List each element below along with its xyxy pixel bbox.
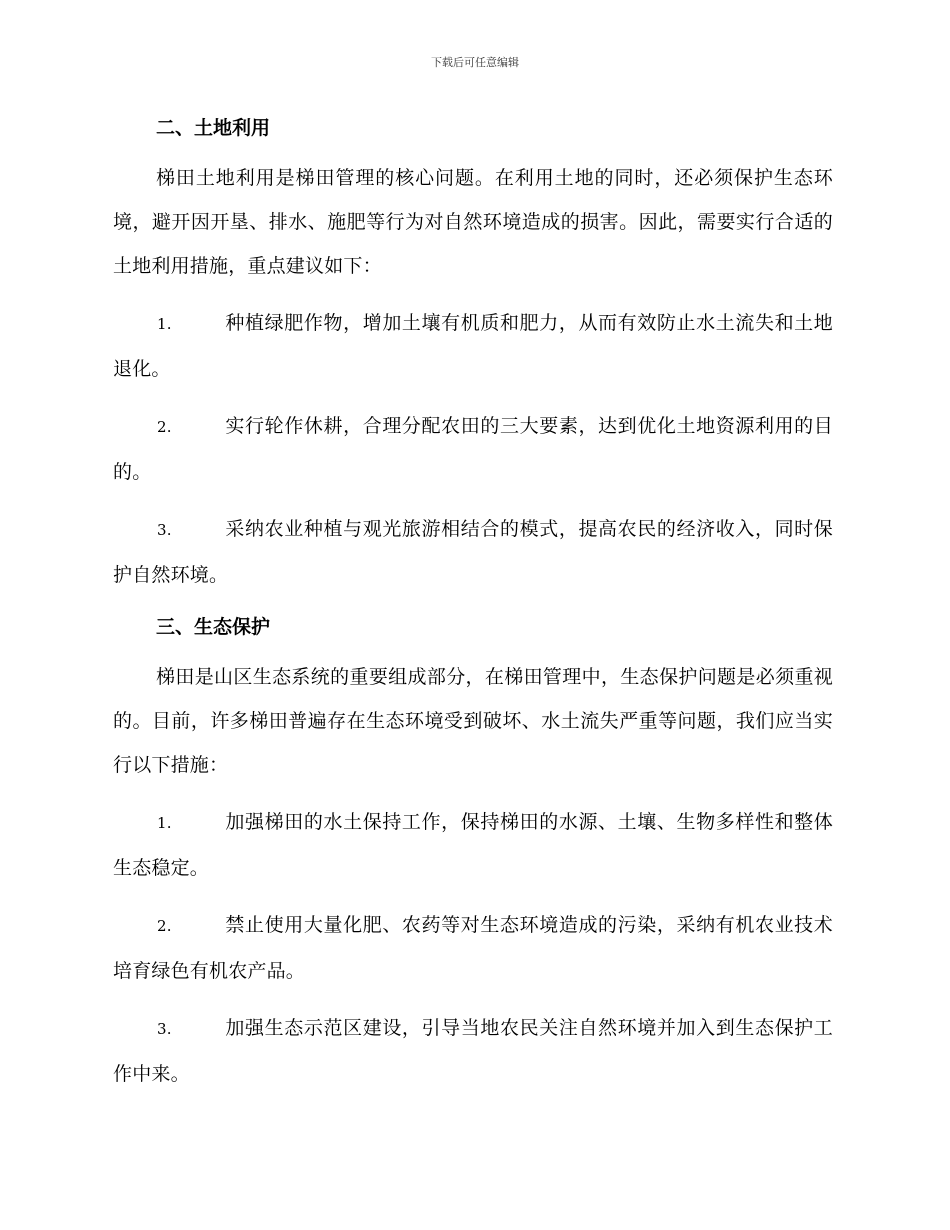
list-item xyxy=(113,507,833,598)
section-heading-land-use: 二、土地利用 xyxy=(156,117,271,139)
list-item-text: 采纳农业种植与观光旅游相结合的模式，提高农民的经济收入，同时保护自然环境。 xyxy=(113,518,833,586)
page-header: 下载后可任意编辑 xyxy=(431,56,519,69)
document-body xyxy=(113,111,833,1109)
section-heading-ecology: 三、生态保护 xyxy=(156,616,271,638)
list-item xyxy=(113,301,833,392)
list-item-number: 2. xyxy=(157,917,172,935)
list-item-number: 3. xyxy=(157,521,172,539)
list-item xyxy=(113,903,833,994)
section-intro-ecology: 梯田是山区生态系统的重要组成部分，在梯田管理中，生态保护问题是必须重视的。目前，许多梯田普遍存在生态环境受到破坏、水土流失严重等问题，我们应当实行以下措施： xyxy=(113,666,833,776)
list-item-number: 3. xyxy=(157,1020,172,1038)
list-item-number: 1. xyxy=(157,814,172,832)
list-item-number: 2. xyxy=(157,418,172,436)
list-item-number: 1. xyxy=(157,315,172,333)
list-item xyxy=(113,404,833,495)
list-item-text: 实行轮作休耕，合理分配农田的三大要素，达到优化土地资源利用的目的。 xyxy=(113,415,833,483)
list-item xyxy=(113,800,833,891)
list-item-text: 加强梯田的水土保持工作，保持梯田的水源、土壤、生物多样性和整体生态稳定。 xyxy=(113,811,833,879)
list-item-text: 加强生态示范区建设，引导当地农民关注自然环境并加入到生态保护工作中来。 xyxy=(113,1017,833,1085)
list-item xyxy=(113,1006,833,1097)
list-item-text: 禁止使用大量化肥、农药等对生态环境造成的污染，采纳有机农业技术培育绿色有机农产品。 xyxy=(113,914,833,982)
list-item-text: 种植绿肥作物，增加土壤有机质和肥力，从而有效防止水土流失和土地退化。 xyxy=(113,312,833,380)
section-intro-land-use: 梯田土地利用是梯田管理的核心问题。在利用土地的同时，还必须保护生态环境，避开因开垦、排水、施肥等行为对自然环境造成的损害。因此，需要实行合适的土地利用措施，重点建议如下： xyxy=(113,167,833,277)
